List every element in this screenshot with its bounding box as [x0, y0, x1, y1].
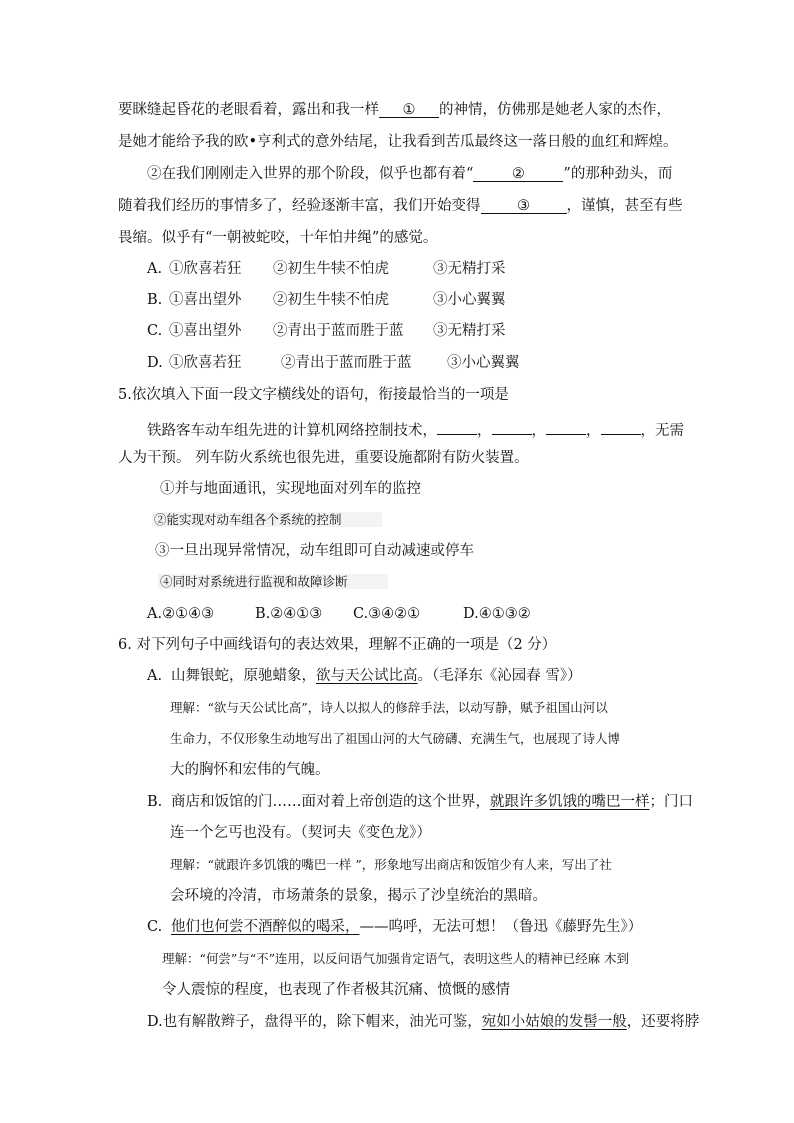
q5-item-3: ③一旦出现异常情况，动车组即可自动减速或停车 [155, 543, 474, 559]
option-label: C. [147, 323, 163, 339]
option: C.③④②① [353, 606, 421, 622]
text-segment: ，谨慎，甚至有些 [566, 198, 683, 214]
option-part: ③无精打采 [433, 261, 506, 277]
underlined-phrase: 他们也何尝不酒醉似的喝采， [171, 919, 360, 935]
q6-a-understanding-1: 理解：“欲与天公试比高”，诗人以拟人的修辞手法，以动写静，赋予祖国山河以 [170, 700, 608, 715]
q6-b-understanding-1: 理解：“就跟许多饥饿的嘴巴一样 ”，形象地写出商店和饭馆少有人来，写出了社 [170, 857, 612, 872]
option-label: B. [147, 794, 163, 810]
text-segment: 山舞银蛇，原驰蜡象， [171, 668, 316, 684]
q5-passage-line-1 [147, 417, 684, 441]
text-segment: ， [531, 423, 546, 439]
q5-options [147, 604, 531, 624]
option-part: ②青出于蓝而胜于蓝 [273, 323, 404, 339]
q6-c-understanding-2: 令人震惊的程度，也表现了作者极其沉痛、愤慨的感情 [162, 982, 510, 998]
text-segment: ”的那种劲头，而 [563, 166, 673, 182]
passage-line-2: 是她才能给予我的欧•亨利式的意外结尾，让我看到苦瓜最终这一落日般的血红和辉煌。 [118, 134, 678, 150]
text-segment: 要眯缝起昏花的老眼看着，露出和我一样 [118, 102, 379, 118]
item-text: ④同时对系统进行监视和故障诊断 [158, 574, 388, 589]
fill-blank-3: ③ [481, 196, 567, 214]
text-segment: ；门口 [649, 794, 693, 810]
q5-item-4 [158, 572, 388, 592]
option-label: D. [147, 355, 163, 371]
underlined-phrase: 欲与天公试比高 [316, 668, 418, 684]
q6-c-understanding-1: 理解：“何尝”与“不”连用，以反问语气加强肯定语气，表明这些人的精神已经麻 木到 [162, 951, 630, 966]
q6-a-understanding-2: 生命力，不仅形象生动地写出了祖国山河的大气磅礴、充满生气，也展现了诗人博 [170, 731, 621, 746]
q5-item-2 [152, 510, 382, 530]
option: B.②④①③ [255, 606, 323, 622]
passage-line-3 [147, 164, 672, 184]
underlined-phrase: 就跟许多饥饿的嘴巴一样 [490, 794, 650, 810]
fill-blank [601, 417, 641, 435]
q6-a-sentence [147, 666, 582, 686]
fill-blank-1: ① [379, 100, 439, 118]
q4-option-c [147, 321, 506, 341]
text-segment: 随着我们经历的事情多了，经验逐渐丰富，我们开始变得 [118, 198, 481, 214]
option-part: ①喜出望外 [169, 292, 242, 308]
fill-blank [437, 417, 477, 435]
option-label: C. [147, 919, 163, 935]
option-label: A. [147, 668, 163, 684]
q4-option-b [147, 290, 506, 310]
text-segment: ，无需 [640, 423, 684, 439]
text-segment: 铁路客车动车组先进的计算机网络控制技术， [147, 423, 437, 439]
option-part: ①喜出望外 [169, 323, 242, 339]
q5-passage-line-2: 人为干预。 列车防火系统也很先进，重要设施都附有防火装置。 [118, 450, 529, 466]
q6-c-sentence [147, 917, 642, 937]
text-segment: ，还要将脖 [626, 1014, 700, 1030]
text-segment: ——呜呼，无法可想！（鲁迅《藤野先生》） [359, 919, 643, 935]
option-part: ①欣喜若狂 [169, 355, 242, 371]
text-segment: ， [477, 423, 492, 439]
option-part: ③小心翼翼 [433, 292, 506, 308]
q6-d-sentence [147, 1012, 699, 1032]
option: A.②①④③ [147, 606, 215, 622]
option-part: ①欣喜若狂 [169, 261, 242, 277]
option-label: A. [147, 261, 163, 277]
option-part: ③小心翼翼 [447, 355, 520, 371]
q6-b-sentence [147, 792, 693, 812]
text-segment: 。（毛泽东《沁园春 雪》） [417, 668, 582, 684]
fill-blank [546, 417, 586, 435]
fill-blank [492, 417, 532, 435]
q4-option-d [147, 353, 520, 373]
underlined-phrase: 宛如小姑娘的发髻一般 [481, 1014, 627, 1030]
q6-b-understanding-2: 会环境的冷清，市场萧条的景象，揭示了沙皇统治的黑暗。 [170, 888, 547, 904]
fill-blank-2: ② [473, 164, 563, 182]
text-segment: 商店和饭馆的门……面对着上帝创造的这个世界， [171, 794, 490, 810]
q6-title: 6. 对下列句子中画线语句的表达效果，理解不正确的一项是（2 分） [118, 637, 557, 653]
option-part: ②青出于蓝而胜于蓝 [281, 355, 412, 371]
q5-item-1: ①并与地面通讯，实现地面对列车的监控 [160, 481, 421, 497]
text-segment: D.也有解散辫子，盘得平的，除下帽来，油光可鉴， [147, 1014, 482, 1030]
passage-line-5: 畏缩。似乎有“一朝被蛇咬，十年怕井绳”的感觉。 [118, 230, 438, 246]
option-part: ②初生牛犊不怕虎 [273, 292, 389, 308]
q5-title: 5.依次填入下面一段文字横线处的语句，衔接最恰当的一项是 [118, 387, 509, 403]
item-text: ②能实现对动车组各个系统的控制 [152, 512, 382, 527]
text-segment: ②在我们刚刚走入世界的那个阶段，似乎也都有着“ [147, 166, 474, 182]
text-segment: 的神情，仿佛那是她老人家的杰作， [439, 102, 671, 118]
option: D.④①③② [463, 606, 531, 622]
q6-a-understanding-3: 大的胸怀和宏伟的气魄。 [170, 762, 330, 778]
text-segment: ， [586, 423, 601, 439]
option-part: ②初生牛犊不怕虎 [273, 261, 389, 277]
option-label: B. [147, 292, 163, 308]
passage-line-4 [118, 196, 683, 216]
option-part: ③无精打采 [433, 323, 506, 339]
q4-option-a [147, 259, 506, 279]
passage-line-1 [118, 100, 671, 120]
q6-b-sentence-2: 连一个乞丐也没有。（契诃夫《变色龙》） [170, 825, 431, 841]
